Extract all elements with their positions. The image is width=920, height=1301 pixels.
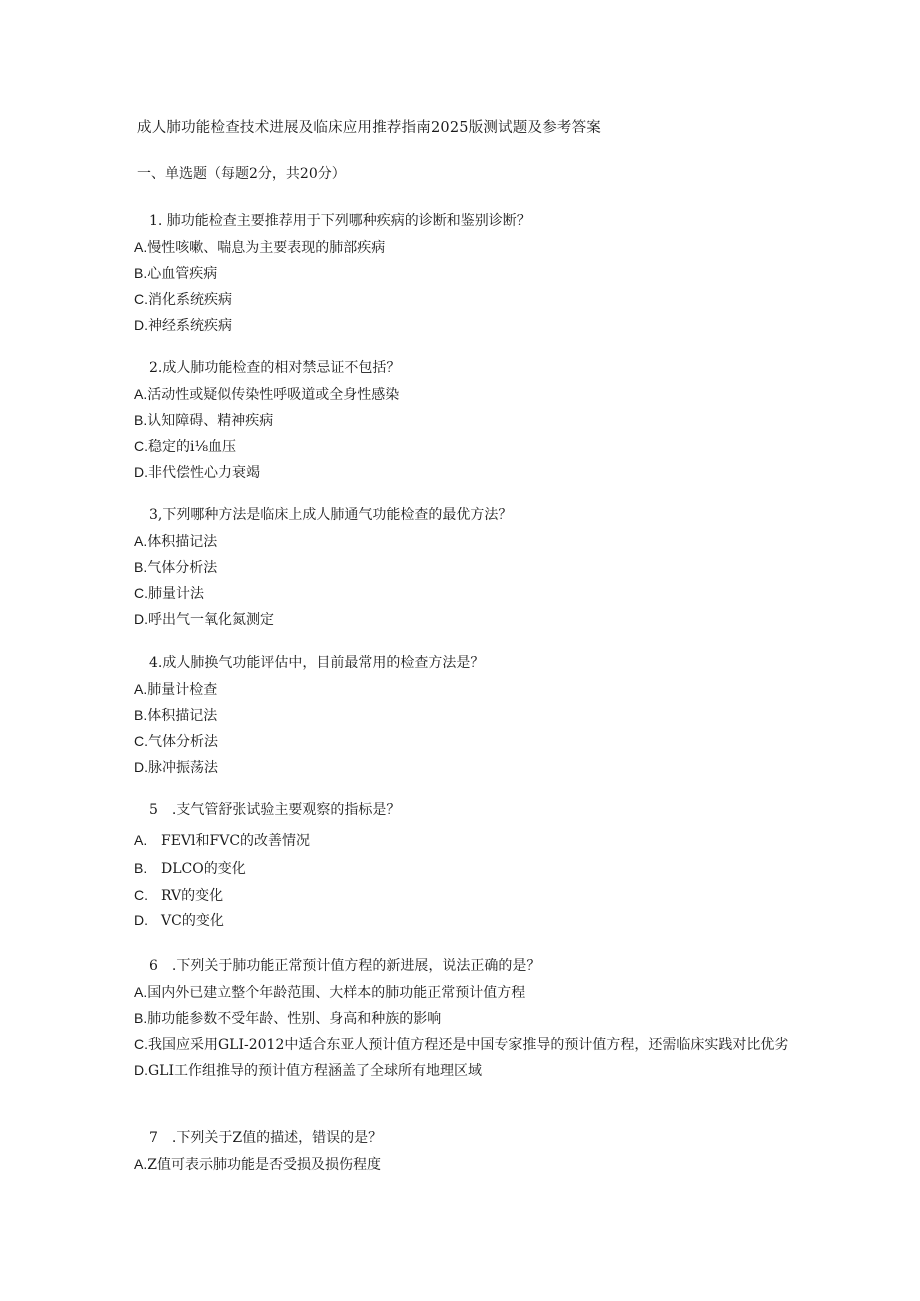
question-2: [134, 358, 794, 486]
option-a: A.Z值可表示肺功能是否受损及损伤程度: [134, 1156, 381, 1173]
question-stem: 6 .下列关于肺功能正常预计值方程的新进展，说法正确的是？: [149, 958, 541, 974]
option-a: A.体积描记法: [134, 533, 218, 550]
question-stem: 2.成人肺功能检查的相对禁忌证不包括？: [149, 360, 401, 376]
option-c: C.肺量计法: [134, 585, 204, 602]
question-stem: 1. 肺功能检查主要推荐用于下列哪种疾病的诊断和鉴别诊断？: [149, 213, 531, 229]
question-stem: 7 .下列关于Z值的描述，错误的是？: [149, 1130, 383, 1146]
question-4: [134, 653, 794, 781]
option-a: A.肺量计检查: [134, 681, 218, 698]
question-1: [134, 211, 794, 339]
option-c: C.气体分析法: [134, 733, 218, 750]
question-stem: 4.成人肺换气功能评估中，目前最常用的检查方法是？: [149, 655, 485, 671]
option-a: A.慢性咳嗽、喘息为主要表现的肺部疾病: [134, 239, 386, 256]
option-d: D.呼出气一氧化氮测定: [134, 611, 274, 628]
question-6: [134, 956, 794, 1084]
question-7: [134, 1128, 794, 1178]
option-b: B. DLCO的变化: [134, 860, 246, 877]
option-b: B.认知障碍、精神疾病: [134, 412, 274, 429]
document-title: 成人肺功能检查技术进展及临床应用推荐指南2025版测试题及参考答案: [137, 120, 601, 136]
question-5: [134, 800, 794, 933]
option-b: B.气体分析法: [134, 559, 218, 576]
section-heading: 一、单选题（每题2分，共20分）: [137, 166, 346, 182]
option-a: A. FEVl和FVC的改善情况: [134, 832, 311, 849]
option-d: D.非代偿性心力衰竭: [134, 464, 260, 481]
option-d: D.脉冲振荡法: [134, 759, 218, 776]
option-c: C.我国应采用GLI-2012中适合东亚人预计值方程还是中国专家推导的预计值方程，还需临床实践对比优劣: [134, 1036, 789, 1053]
option-b: B.肺功能参数不受年龄、性别、身高和种族的影响: [134, 1010, 442, 1027]
question-stem: 3,下列哪种方法是临床上成人肺通气功能检查的最优方法？: [149, 507, 513, 523]
option-b: B.体积描记法: [134, 707, 218, 724]
option-c: C. RV的变化: [134, 887, 224, 904]
option-b: B.心血管疾病: [134, 265, 218, 282]
option-a: A.国内外已建立整个年龄范围、大样本的肺功能正常预计值方程: [134, 984, 526, 1001]
option-a: A.活动性或疑似传染性呼吸道或全身性感染: [134, 386, 400, 403]
option-c: C.稳定的i⅛血压: [134, 438, 237, 455]
option-d: D. VC的变化: [134, 912, 224, 929]
option-d: D.神经系统疾病: [134, 317, 232, 334]
question-3: [134, 505, 794, 633]
option-d: D.GLI工作组推导的预计值方程涵盖了全球所有地理区域: [134, 1062, 483, 1079]
option-c: C.消化系统疾病: [134, 291, 232, 308]
question-stem: 5 .支气管舒张试验主要观察的指标是？: [149, 802, 401, 818]
